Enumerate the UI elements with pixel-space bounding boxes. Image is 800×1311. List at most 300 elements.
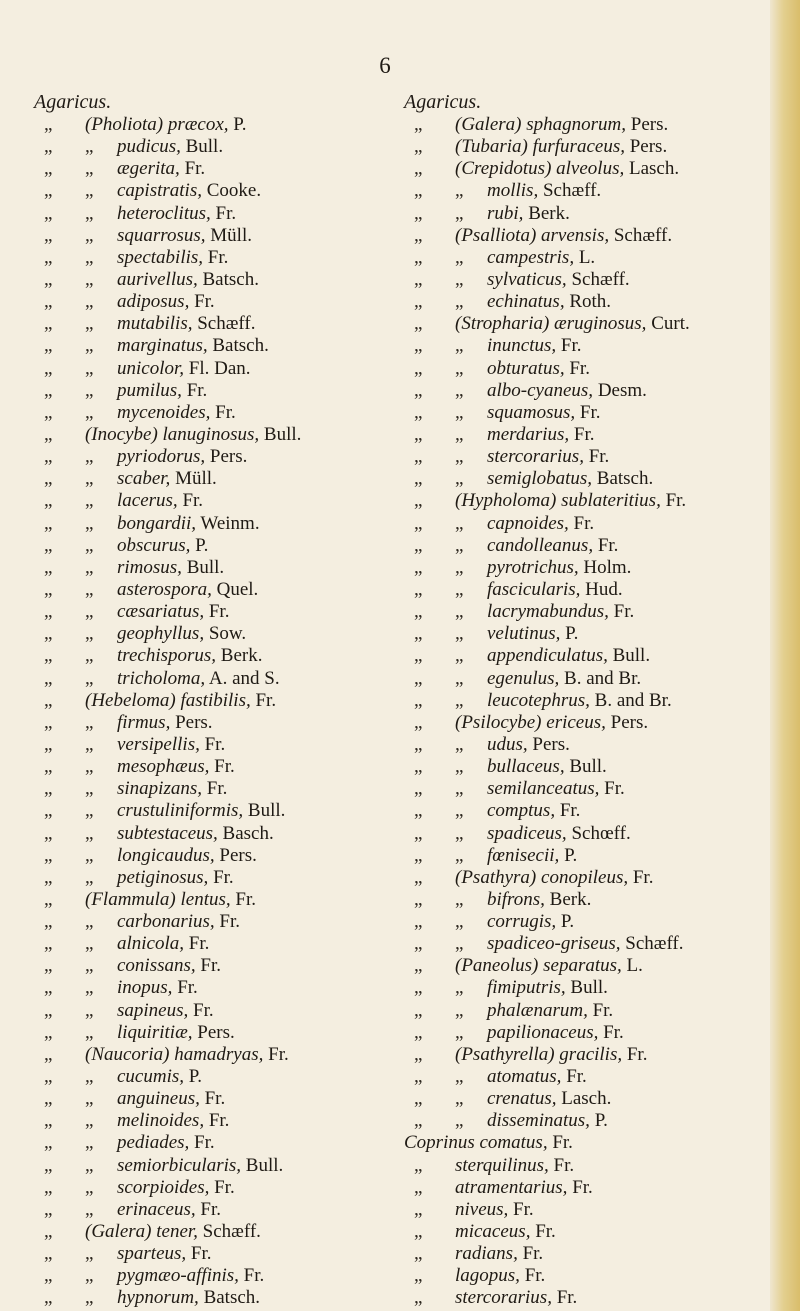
species-list	[404, 114, 770, 1310]
species-entry	[404, 114, 770, 136]
species-entry	[34, 1287, 394, 1309]
species-epithet: fœnisecii,	[487, 844, 560, 866]
species-name	[117, 1287, 260, 1309]
species-name	[117, 668, 280, 690]
species-name	[117, 269, 259, 291]
ditto-mark: „	[414, 667, 423, 689]
ditto-mark: „	[44, 955, 53, 977]
species-name	[487, 800, 580, 822]
ditto-mark: „	[85, 645, 94, 667]
species-entry	[34, 690, 394, 712]
species-authority: Pers.	[219, 844, 257, 866]
ditto-mark: „	[414, 1043, 423, 1065]
species-epithet: subtestaceus,	[117, 822, 218, 844]
species-epithet: tricholoma,	[117, 667, 206, 689]
species-entry	[34, 446, 394, 468]
species-epithet: pumilus,	[117, 379, 182, 401]
species-authority: B. and Br.	[594, 689, 672, 711]
species-authority: Fr.	[188, 933, 210, 955]
page-edge-shading	[770, 0, 800, 1311]
species-authority: Weinm.	[200, 512, 260, 534]
ditto-mark: „	[455, 999, 464, 1021]
species-name	[455, 955, 643, 977]
species-name	[85, 889, 256, 911]
species-entry	[404, 557, 770, 579]
ditto-mark: „	[455, 844, 464, 866]
species-entry	[34, 845, 394, 867]
ditto-mark: „	[44, 1287, 53, 1309]
ditto-mark: „	[414, 601, 423, 623]
ditto-mark: „	[44, 224, 53, 246]
species-epithet: spectabilis,	[117, 246, 204, 268]
species-epithet: candolleanus,	[487, 534, 594, 556]
ditto-mark: „	[44, 623, 53, 645]
species-entry	[404, 1243, 770, 1265]
species-name	[455, 490, 686, 512]
ditto-mark: „	[414, 1287, 423, 1309]
ditto-mark: „	[44, 1198, 53, 1220]
genus-name: (Flammula)	[85, 888, 176, 910]
species-list	[34, 114, 394, 1310]
species-epithet: lentus,	[180, 888, 231, 910]
species-authority: Fr.	[569, 357, 590, 379]
species-epithet: pudicus,	[117, 136, 181, 158]
ditto-mark: „	[85, 490, 94, 512]
species-entry	[404, 247, 770, 269]
ditto-mark: „	[455, 246, 464, 268]
species-name	[117, 158, 205, 180]
ditto-mark: „	[455, 1021, 464, 1043]
species-epithet: cæsariatus,	[117, 601, 205, 623]
species-authority: Fr.	[566, 1066, 587, 1088]
species-authority: Fr.	[214, 1176, 235, 1198]
species-authority: Bull.	[263, 423, 302, 445]
species-entry	[404, 225, 770, 247]
species-epithet: velutinus,	[487, 623, 561, 645]
species-entry	[404, 845, 770, 867]
species-authority: Cooke.	[206, 180, 262, 202]
species-authority: Bull.	[247, 800, 286, 822]
ditto-mark: „	[85, 999, 94, 1021]
species-authority: Fr.	[613, 601, 635, 623]
ditto-mark: „	[414, 645, 423, 667]
species-name	[487, 823, 631, 845]
species-authority: Fr.	[215, 202, 237, 224]
ditto-mark: „	[44, 158, 53, 180]
species-epithet: furfuraceus,	[532, 136, 625, 158]
species-entry	[404, 955, 770, 977]
species-entry	[404, 579, 770, 601]
species-name	[487, 977, 608, 999]
ditto-mark: „	[85, 733, 94, 755]
ditto-mark: „	[414, 623, 423, 645]
ditto-mark: „	[85, 512, 94, 534]
species-name	[117, 845, 257, 867]
species-name	[117, 203, 236, 225]
ditto-mark: „	[414, 313, 423, 335]
genus-name: (Inocybe)	[85, 423, 158, 445]
species-name	[487, 889, 591, 911]
species-authority: Fr.	[208, 601, 230, 623]
ditto-mark: „	[44, 911, 53, 933]
species-entry	[34, 623, 394, 645]
species-entry	[34, 1044, 394, 1066]
species-epithet: lacerus,	[117, 490, 178, 512]
ditto-mark: „	[44, 556, 53, 578]
species-entry	[34, 203, 394, 225]
species-epithet: sparteus,	[117, 1243, 187, 1265]
ditto-mark: „	[455, 291, 464, 313]
species-authority: A. and S.	[208, 667, 280, 689]
species-name	[455, 1287, 577, 1309]
species-entry	[34, 756, 394, 778]
species-epithet: æruginosus,	[554, 313, 647, 335]
species-entry	[404, 1287, 770, 1309]
species-name	[487, 203, 570, 225]
ditto-mark: „	[414, 1110, 423, 1132]
species-epithet: hypnorum,	[117, 1287, 199, 1309]
species-entry	[34, 114, 394, 136]
species-epithet: sinapizans,	[117, 778, 202, 800]
species-entry	[404, 601, 770, 623]
ditto-mark: „	[85, 866, 94, 888]
species-name	[85, 114, 247, 136]
ditto-mark: „	[455, 512, 464, 534]
species-epithet: capnoides,	[487, 512, 569, 534]
species-authority: Fr.	[207, 246, 229, 268]
ditto-mark: „	[414, 756, 423, 778]
ditto-mark: „	[455, 800, 464, 822]
ditto-mark: „	[85, 711, 94, 733]
species-entry	[34, 1265, 394, 1287]
species-epithet: inunctus,	[487, 335, 557, 357]
species-authority: Fr.	[206, 778, 228, 800]
ditto-mark: „	[414, 822, 423, 844]
species-epithet: scorpioides,	[117, 1176, 210, 1198]
species-authority: Quel.	[216, 578, 259, 600]
species-name	[487, 668, 641, 690]
species-name	[117, 446, 247, 468]
species-authority: Fr.	[200, 1198, 221, 1220]
species-name	[117, 535, 208, 557]
species-epithet: fastibilis,	[180, 689, 251, 711]
species-entry	[34, 1110, 394, 1132]
species-name	[85, 1044, 289, 1066]
species-authority: Fr.	[255, 689, 277, 711]
species-name	[487, 623, 578, 645]
ditto-mark: „	[44, 711, 53, 733]
species-name	[487, 535, 618, 557]
ditto-mark: „	[414, 733, 423, 755]
species-name	[487, 778, 625, 800]
species-entry	[34, 867, 394, 889]
species-epithet: versipellis,	[117, 733, 200, 755]
species-entry	[34, 424, 394, 446]
species-name	[487, 911, 574, 933]
ditto-mark: „	[44, 933, 53, 955]
ditto-mark: „	[85, 246, 94, 268]
species-entry	[34, 180, 394, 202]
ditto-mark: „	[414, 800, 423, 822]
ditto-mark: „	[414, 1154, 423, 1176]
ditto-mark: „	[85, 357, 94, 379]
ditto-mark: „	[455, 1066, 464, 1088]
species-name	[117, 380, 207, 402]
species-entry	[404, 1199, 770, 1221]
genus-name: Coprinus	[404, 1132, 475, 1154]
species-entry	[404, 158, 770, 180]
species-epithet: asterospora,	[117, 578, 212, 600]
genus-name: (Psathyra)	[455, 866, 537, 888]
ditto-mark: „	[44, 689, 53, 711]
species-name	[455, 712, 648, 734]
species-entry	[34, 977, 394, 999]
species-entry	[404, 380, 770, 402]
species-entry	[34, 601, 394, 623]
species-name	[487, 1066, 587, 1088]
species-entry	[34, 800, 394, 822]
species-name	[455, 114, 668, 136]
species-epithet: papilionaceus,	[487, 1021, 599, 1043]
ditto-mark: „	[455, 180, 464, 202]
species-entry	[34, 402, 394, 424]
genus-name: (Hypholoma)	[455, 490, 557, 512]
species-epithet: cucumis,	[117, 1066, 185, 1088]
species-column-left	[34, 90, 394, 1310]
species-epithet: lanuginosus,	[162, 423, 260, 445]
species-epithet: conissans,	[117, 955, 196, 977]
species-entry	[34, 1155, 394, 1177]
species-name	[455, 1199, 534, 1221]
species-authority: Fr.	[194, 291, 215, 313]
species-authority: Fl. Dan.	[188, 357, 251, 379]
species-epithet: obscurus,	[117, 534, 191, 556]
ditto-mark: „	[44, 335, 53, 357]
species-epithet: pyrotrichus,	[487, 556, 579, 578]
species-entry	[34, 1000, 394, 1022]
genus-name: (Naucoria)	[85, 1043, 170, 1065]
species-entry	[34, 269, 394, 291]
ditto-mark: „	[44, 645, 53, 667]
species-epithet: atramentarius,	[455, 1176, 568, 1198]
species-entry	[34, 579, 394, 601]
species-name	[117, 1132, 215, 1154]
ditto-mark: „	[44, 1088, 53, 1110]
species-name	[487, 358, 590, 380]
species-authority: Fr.	[552, 1132, 573, 1154]
species-entry	[404, 823, 770, 845]
species-epithet: geophyllus,	[117, 623, 205, 645]
ditto-mark: „	[414, 224, 423, 246]
ditto-mark: „	[85, 136, 94, 158]
genus-name: (Psilocybe)	[455, 711, 542, 733]
species-name	[117, 490, 203, 512]
ditto-mark: „	[455, 601, 464, 623]
species-entry	[404, 490, 770, 512]
ditto-mark: „	[44, 733, 53, 755]
ditto-mark: „	[44, 114, 53, 135]
ditto-mark: „	[455, 667, 464, 689]
ditto-mark: „	[414, 291, 423, 313]
species-name	[455, 1221, 556, 1243]
species-entry	[34, 225, 394, 247]
ditto-mark: „	[85, 224, 94, 246]
ditto-mark: „	[85, 534, 94, 556]
species-epithet: semiglobatus,	[487, 468, 593, 490]
species-epithet: præcox,	[167, 114, 229, 135]
species-entry	[404, 1088, 770, 1110]
genus-name: (Tubaria)	[455, 136, 528, 158]
ditto-mark: „	[44, 512, 53, 534]
species-name	[85, 424, 301, 446]
ditto-mark: „	[455, 578, 464, 600]
ditto-mark: „	[85, 1110, 94, 1132]
ditto-mark: „	[414, 423, 423, 445]
ditto-mark: „	[455, 556, 464, 578]
ditto-mark: „	[85, 268, 94, 290]
species-authority: P.	[233, 114, 247, 135]
species-name	[85, 1221, 261, 1243]
species-name	[117, 402, 236, 424]
ditto-mark: „	[44, 1043, 53, 1065]
ditto-mark: „	[455, 401, 464, 423]
species-entry	[34, 468, 394, 490]
species-name	[117, 291, 215, 313]
species-epithet: sublateritius,	[561, 490, 661, 512]
species-authority: Bull.	[186, 556, 225, 578]
species-epithet: comptus,	[487, 800, 556, 822]
species-authority: Sow.	[208, 623, 247, 645]
species-name	[117, 823, 274, 845]
ditto-mark: „	[455, 822, 464, 844]
ditto-mark: „	[455, 202, 464, 224]
species-authority: Desm.	[597, 379, 647, 401]
species-entry	[404, 668, 770, 690]
ditto-mark: „	[44, 246, 53, 268]
species-name	[455, 313, 690, 335]
species-entry	[404, 1221, 770, 1243]
species-name	[487, 468, 653, 490]
species-authority: Fr.	[215, 401, 236, 423]
ditto-mark: „	[85, 1154, 94, 1176]
ditto-mark: „	[44, 1132, 53, 1154]
species-authority: Fr.	[177, 977, 198, 999]
species-authority: Berk.	[220, 645, 263, 667]
ditto-mark: „	[414, 977, 423, 999]
species-epithet: phalænarum,	[487, 999, 588, 1021]
species-epithet: echinatus,	[487, 291, 565, 313]
ditto-mark: „	[455, 756, 464, 778]
species-epithet: stercorarius,	[487, 446, 584, 468]
species-authority: Schæff.	[571, 268, 630, 290]
species-entry	[404, 1022, 770, 1044]
ditto-mark: „	[85, 800, 94, 822]
ditto-mark: „	[44, 534, 53, 556]
ditto-mark: „	[455, 689, 464, 711]
species-authority: P.	[195, 534, 209, 556]
species-authority: Müll.	[175, 468, 217, 490]
ditto-mark: „	[44, 1243, 53, 1265]
ditto-mark: „	[455, 778, 464, 800]
species-name	[117, 225, 252, 247]
species-authority: Fr.	[560, 335, 582, 357]
species-authority: P.	[188, 1066, 202, 1088]
species-entry	[404, 1110, 770, 1132]
species-epithet: stercorarius,	[455, 1287, 552, 1309]
species-epithet: pediades,	[117, 1132, 190, 1154]
species-epithet: sapineus,	[117, 999, 189, 1021]
species-name	[117, 933, 209, 955]
species-name	[487, 645, 650, 667]
species-entry	[34, 734, 394, 756]
species-epithet: niveus,	[455, 1198, 509, 1220]
ditto-mark: „	[414, 844, 423, 866]
ditto-mark: „	[44, 1221, 53, 1243]
species-epithet: atomatus,	[487, 1066, 562, 1088]
species-name	[117, 645, 262, 667]
ditto-mark: „	[44, 357, 53, 379]
ditto-mark: „	[455, 933, 464, 955]
species-name	[117, 579, 258, 601]
species-entry	[404, 977, 770, 999]
species-name	[117, 734, 225, 756]
genus-name: (Pholiota)	[85, 114, 164, 135]
ditto-mark: „	[44, 1021, 53, 1043]
ditto-mark: „	[455, 357, 464, 379]
species-epithet: mesophæus,	[117, 756, 210, 778]
ditto-mark: „	[44, 999, 53, 1021]
species-entry	[34, 1132, 394, 1154]
species-entry	[34, 335, 394, 357]
species-epithet: campestris,	[487, 246, 575, 268]
species-name	[487, 269, 630, 291]
ditto-mark: „	[414, 1243, 423, 1265]
species-authority: L.	[578, 246, 596, 268]
ditto-mark: „	[414, 379, 423, 401]
species-entry	[34, 136, 394, 158]
ditto-mark: „	[85, 1198, 94, 1220]
species-epithet: erinaceus,	[117, 1198, 196, 1220]
species-name	[117, 1110, 229, 1132]
ditto-mark: „	[414, 999, 423, 1021]
ditto-mark: „	[44, 822, 53, 844]
ditto-mark: „	[44, 1110, 53, 1132]
ditto-mark: „	[414, 357, 423, 379]
species-authority: P.	[594, 1110, 608, 1132]
species-authority: Fr.	[573, 423, 595, 445]
ditto-mark: „	[85, 446, 94, 468]
species-authority: P.	[565, 623, 579, 645]
genus-name: (Galera)	[455, 114, 522, 135]
ditto-mark: „	[85, 578, 94, 600]
species-name	[487, 1000, 613, 1022]
ditto-mark: „	[414, 136, 423, 158]
species-entry	[34, 712, 394, 734]
species-epithet: aurivellus,	[117, 268, 198, 290]
ditto-mark: „	[85, 844, 94, 866]
species-epithet: separatus,	[543, 955, 622, 977]
species-name	[487, 1110, 608, 1132]
ditto-mark: „	[85, 1176, 94, 1198]
species-epithet: longicaudus,	[117, 844, 215, 866]
species-authority: Fr.	[626, 1043, 648, 1065]
species-epithet: crustuliniformis,	[117, 800, 244, 822]
species-authority: Berk.	[549, 888, 592, 910]
genus-name: (Psalliota)	[455, 224, 537, 246]
ditto-mark: „	[455, 888, 464, 910]
species-entry	[34, 535, 394, 557]
species-epithet: ericeus,	[546, 711, 606, 733]
